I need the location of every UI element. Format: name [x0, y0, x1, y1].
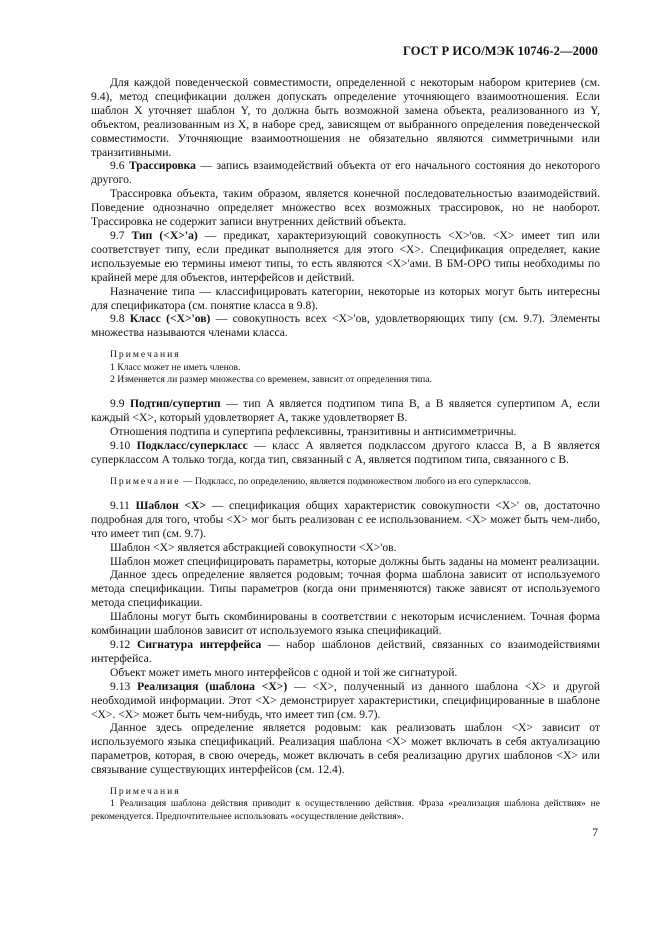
paragraph-signature-detail: Объект может иметь много интерфейсов с одной и той же сигнатурой.	[110, 665, 458, 679]
definition-text: — класс A является подклассом другого класса B, а B является суперклассом A только тогда, когда тип, связанный с A, является подтипом типа, связанного с B.	[91, 438, 600, 466]
term-class: Класс (<X>'ов)	[129, 312, 211, 326]
definition-text: — <X>, полученный из данного шаблона <X> и другой необходимой информации. Этот <X> демонстрирует характеристики, специфицированные в шаблоне <X>. <X> может быть чем-нибудь, что имеет тип (см. 9.7).	[91, 679, 600, 721]
note-item: 1 Реализация шаблона действия приводит к осуществлению действия. Фраза «реализация шаблона действия» не рекомендуется. Предпочтительнее использовать «осуществление действия».	[91, 798, 600, 822]
definition-text: — запись взаимодействий объекта от его начального состояния до некоторого другого.	[91, 159, 600, 187]
paragraph-type-purpose: Назначение типа — классифицировать категории, некоторые из которых могут быть интересны для спецификатора (см. понятие класса в 9.8).	[91, 284, 600, 312]
definition-text: — предикат, характеризующий совокупность <X>'ов. <X> имеет тип или соответствует типу, если предикат выполняется для этого <X>. Спецификация определяет, какие используемые ею термины имеют типы, то есть являются <X>'ами. В БМ-ОРО типы необходимы по крайней мере для объектов, интерфейсов и действий.	[91, 228, 600, 284]
note-item	[91, 476, 600, 488]
clause-9-9	[91, 397, 600, 425]
clause-number: 9.6	[110, 159, 125, 173]
paragraph-template-parameters: Шаблон может специфицировать параметры, которые должны быть заданы на момент реализации.	[110, 554, 600, 568]
note-item: 2 Изменяется ли размер множества со временем, зависит от определения типа.	[110, 373, 432, 385]
definition-text: — тип A является подтипом типа B, а B является супертипом A, если каждый <X>, который удовлетворяет A, также удовлетворяет B.	[91, 397, 600, 425]
clause-9-8	[91, 312, 600, 340]
paragraph-instantiation-detail: Данное здесь определение является родовым: как реализовать шаблон <X> зависит от используемого языка спецификаций. Реализация шаблона <X> может включать в себя актуализацию параметров, которая, в свою очередь, может включать в себя реализацию других шаблонов <X> или связывание существующих интерфейсов (см. 12.4).	[91, 721, 600, 777]
paragraph-trace-detail: Трассировка объекта, таким образом, является конечной последовательностью взаимодействий. Поведение однозначно определяет множество всех возможных трассировок, но не наоборот. Трассировка не содержит записи внутренних действий объекта.	[91, 187, 600, 229]
note-text: — Подкласс, по определению, является подмножеством любого из его суперклассов.	[180, 475, 531, 487]
clause-number: 9.11	[110, 498, 130, 512]
clause-number: 9.12	[110, 638, 131, 651]
term-trace: Трассировка	[128, 159, 196, 173]
term-interface-signature: Сигнатура интерфейса	[136, 638, 262, 651]
notes-9-13	[91, 786, 600, 823]
clause-number: 9.13	[110, 679, 131, 693]
term-type: Тип (<X>'а)	[131, 228, 198, 242]
definition-text: — спецификация общих характеристик совокупности <X>' ов, достаточно подробная для того, чтобы <X> мог быть реализован с ее использованием. <X> может быть чем-либо, что имеет тип (см. 9.7).	[91, 498, 601, 540]
note-heading: Примечание	[110, 475, 181, 487]
paragraph-template-combination: Шаблоны могут быть скомбинированы в соответствии с некоторым исчислением. Точная форма комбинации шаблонов зависит от используемого языка спецификаций.	[91, 610, 600, 638]
definition-text: — набор шаблонов действий, связанных со взаимодействиями интерфейса.	[91, 638, 600, 665]
term-subtype: Подтип/супертип	[129, 397, 221, 411]
term-instantiation: Реализация (шаблона <X>)	[137, 679, 288, 693]
paragraph-behavioral-compatibility: Для каждой поведенческой совместимости, определенной с некоторым набором критериев (см. 9.4), метод спецификации должен допускать определение уточняющего взаимоотношения. Если шаблон X уточняет шаблон Y, то должна быть возможной замена объекта, реализованного из Y, объектом, реализованным из X, в наборе сред, зависящем от выбранного определения поведенческой совместимости. Уточняющие взаимоотношения не обязательно являются симметричными или транзитивными.	[91, 76, 600, 159]
clause-9-7	[91, 229, 600, 285]
clause-9-11	[91, 499, 600, 541]
paragraph-template-abstraction: Шаблон <X> является абстракцией совокупности <X>'ов.	[110, 540, 397, 554]
notes-heading: Примечания	[110, 349, 181, 361]
definition-text: — совокупность всех <X>'ов, удовлетворяющих типу (см. 9.7). Элементы множества называются членами класса.	[91, 312, 601, 340]
clause-number: 9.9	[110, 397, 125, 411]
notes-9-8	[91, 349, 600, 386]
clause-number: 9.8	[110, 312, 125, 326]
clause-number: 9.7	[110, 228, 125, 242]
page-content	[91, 76, 600, 834]
note-9-10	[91, 476, 600, 488]
clause-9-6	[91, 159, 600, 187]
clause-9-13	[91, 680, 600, 722]
document-header: ГОСТ Р ИСО/МЭК 10746-2—2000	[402, 44, 598, 58]
page-number: 7	[592, 827, 598, 839]
clause-number: 9.10	[110, 438, 131, 452]
note-item: 1 Класс может не иметь членов.	[110, 361, 241, 373]
paragraph-template-generic: Данное здесь определение является родовым; точная форма шаблона зависит от используемого метода спецификации. Типы параметров (когда они применяются) также зависят от используемого метода спецификации.	[91, 568, 600, 610]
term-subclass: Подкласс/суперкласс	[136, 438, 248, 452]
clause-9-10	[91, 439, 600, 467]
paragraph-subtype-relations: Отношения подтипа и супертипа рефлексивны, транзитивны и антисимметричны.	[110, 424, 517, 438]
term-template: Шаблон <X>	[135, 498, 206, 512]
clause-9-12	[91, 638, 600, 666]
notes-heading: Примечания	[110, 786, 181, 798]
